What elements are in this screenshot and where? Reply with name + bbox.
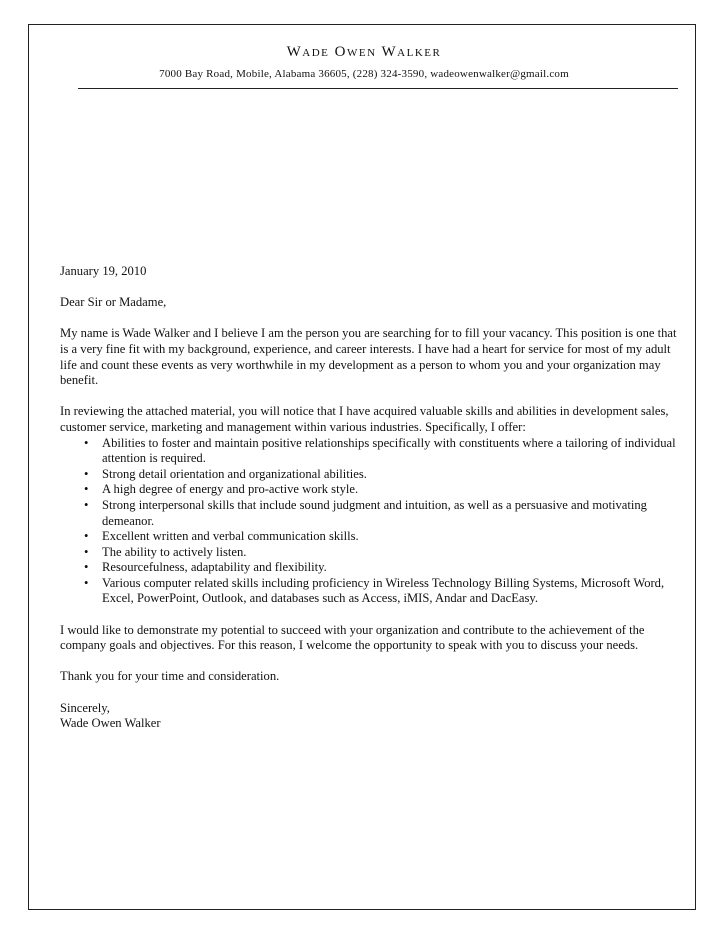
letter-paragraph-goals: I would like to demonstrate my potential to succeed with your organization and contribute to the achievement of the company goals and objectives. For this reason, I welcome the opportunity to speak with you to discuss your needs.	[60, 622, 645, 653]
letter-paragraph-thanks: Thank you for your time and consideration.	[60, 669, 280, 684]
skills-list-item: • Abilities to foster and maintain positive relationships specifically with constituents where a tailoring of individual attention is required.	[102, 436, 678, 467]
skills-list-item: • Excellent written and verbal communication skills.	[102, 529, 678, 545]
sender-contact-line: 7000 Bay Road, Mobile, Alabama 36605, (228) 324-3590, wadeowenwalker@gmail.com	[159, 68, 569, 80]
letter-salutation: Dear Sir or Madame,	[60, 295, 167, 310]
skills-list-item: • Strong interpersonal skills that include sound judgment and intuition, as well as a persuasive and motivating demeanor.	[102, 498, 678, 529]
sender-name: Wade Owen Walker	[286, 44, 442, 60]
skills-list-item: • The ability to actively listen.	[102, 545, 678, 561]
letter-signature-name: Wade Owen Walker	[60, 716, 161, 731]
header-divider	[78, 88, 678, 89]
letter-body	[60, 264, 678, 747]
letter-paragraph-intro: My name is Wade Walker and I believe I am the person you are searching for to fill your vacancy. This position is one that is a very fine fit with my background, experience, and career interests. I have had a heart for service for most of my adult life and count these events as very worthwhile in my development as a person to whom you and your organization may benefit.	[60, 326, 677, 388]
letter-paragraph-skills: In reviewing the attached material, you will notice that I have acquired valuable skills and abilities in development sales, customer service, marketing and management within various industries. Specifically, I offer:	[60, 404, 669, 434]
letter-closing-block	[60, 701, 678, 732]
skills-list-item: • Various computer related skills including proficiency in Wireless Technology Billing Systems, Microsoft Word, Excel, PowerPoint, Outlook, and databases such as Access, iMIS, Andar and DacEasy.	[102, 576, 678, 607]
letter-closing: Sincerely,	[60, 700, 110, 715]
letter-date: January 19, 2010	[60, 264, 147, 278]
skills-list-item: • Strong detail orientation and organizational abilities.	[102, 467, 678, 483]
skills-list-item: • A high degree of energy and pro-active work style.	[102, 482, 678, 498]
skills-list-item: • Resourcefulness, adaptability and flexibility.	[102, 560, 678, 576]
skills-list	[60, 436, 678, 608]
